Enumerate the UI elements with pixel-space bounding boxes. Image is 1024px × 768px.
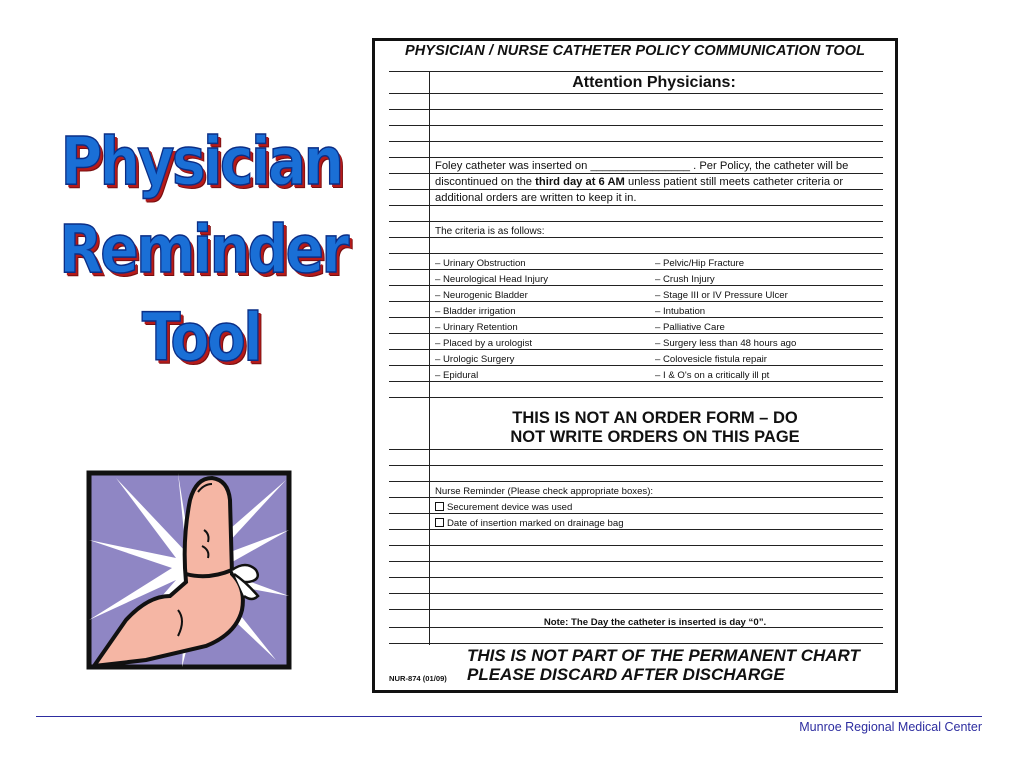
date-insertion-checkbox[interactable]: [435, 518, 444, 527]
securement-checkbox[interactable]: [435, 502, 444, 511]
ruled-line: [389, 529, 883, 530]
day-zero-note: Note: The Day the catheter is inserted is day “0”.: [543, 617, 767, 628]
criteria-right-item: – Stage III or IV Pressure Ulcer: [655, 290, 788, 301]
catheter-policy-form: [372, 38, 898, 693]
criteria-left-item: – Placed by a urologist: [435, 338, 533, 349]
criteria-right-item: – Palliative Care: [655, 322, 725, 333]
ruled-line: [389, 205, 883, 206]
ruled-line: [389, 381, 883, 382]
ruled-line: [389, 513, 883, 514]
nurse-reminder-label: Nurse Reminder (Please check appropriate boxes):: [435, 486, 654, 497]
foley-line-2-post: unless patient still meets catheter criteria or: [624, 176, 844, 188]
slide-title: [36, 118, 366, 382]
form-code: NUR-874 (01/09): [389, 674, 447, 683]
organization-name: Munroe Regional Medical Center: [799, 720, 982, 734]
foley-line-3: additional orders are written to keep it in.: [435, 192, 637, 204]
ruled-line: [389, 253, 883, 254]
criteria-left-item: – Epidural: [435, 370, 479, 381]
not-order-line-1: THIS IS NOT AN ORDER FORM – DO: [512, 409, 798, 427]
ruled-line: [389, 497, 883, 498]
ruled-line: [389, 397, 883, 398]
criteria-right-item: – Intubation: [655, 306, 706, 317]
ruled-line: [389, 237, 883, 238]
ruled-line: [389, 449, 883, 450]
title-line-1: Physician: [60, 123, 342, 200]
foley-line-1: Foley catheter was inserted on ________________ . Per Policy, the catheter will be: [435, 160, 849, 172]
ruled-line: [389, 189, 883, 190]
ruled-line: [389, 285, 883, 286]
ruled-line: [389, 577, 883, 578]
criteria-right-item: – Surgery less than 48 hours ago: [655, 338, 797, 349]
ruled-line: [389, 561, 883, 562]
criteria-left-item: – Urinary Obstruction: [435, 258, 526, 269]
ruled-line: [389, 301, 883, 302]
footer-line-1: THIS IS NOT PART OF THE PERMANENT CHART: [467, 646, 860, 665]
ruled-line: [389, 317, 883, 318]
ruled-line: [389, 93, 883, 94]
permanent-chart-notice: [467, 646, 860, 684]
not-order-form-notice: [435, 409, 875, 447]
ruled-line: [389, 173, 883, 174]
foley-line-2-bold: third day at 6 AM: [535, 176, 625, 188]
criteria-intro: The criteria is as follows:: [435, 226, 545, 237]
foley-line-2-pre: discontinued on the: [435, 176, 536, 188]
ruled-line: [389, 221, 883, 222]
criteria-right-item: – I & O's on a critically ill pt: [655, 370, 770, 381]
ruled-line: [389, 465, 883, 466]
ruled-line: [389, 349, 883, 350]
criteria-right-item: – Pelvic/Hip Fracture: [655, 258, 745, 269]
footer-line-2: PLEASE DISCARD AFTER DISCHARGE: [467, 665, 785, 684]
checkbox-row-date: [435, 518, 624, 529]
ruled-line: [389, 157, 883, 158]
title-line-3: Tool: [141, 299, 261, 376]
ruled-line: [389, 71, 883, 72]
ruled-line: [389, 643, 883, 644]
footer-divider: [36, 716, 982, 717]
criteria-left-item: – Neurogenic Bladder: [435, 290, 528, 301]
ruled-line: [389, 545, 883, 546]
criteria-left-item: – Bladder irrigation: [435, 306, 516, 317]
ruled-line: [389, 365, 883, 366]
ruled-line: [389, 609, 883, 610]
foley-line-2: [435, 176, 843, 188]
finger-with-string-reminder-icon: [86, 470, 292, 670]
checkbox-label: Date of insertion marked on drainage bag: [447, 518, 624, 529]
ruled-line: [389, 125, 883, 126]
form-title: PHYSICIAN / NURSE CATHETER POLICY COMMUNICATION TOOL: [404, 43, 866, 59]
title-line-2: Reminder: [59, 211, 347, 288]
not-order-line-2: NOT WRITE ORDERS ON THIS PAGE: [510, 428, 800, 446]
ruled-line: [389, 481, 883, 482]
criteria-left-item: – Urinary Retention: [435, 322, 518, 333]
ruled-line: [389, 269, 883, 270]
checkbox-label: Securement device was used: [447, 502, 573, 513]
ruled-line: [389, 593, 883, 594]
checkbox-row-securement: [435, 502, 572, 513]
ruled-line: [389, 141, 883, 142]
ruled-line: [389, 333, 883, 334]
ruled-line: [389, 109, 883, 110]
criteria-right-item: – Colovesicle fistula repair: [655, 354, 767, 365]
criteria-right-item: – Crush Injury: [655, 274, 715, 285]
criteria-left-item: – Urologic Surgery: [435, 354, 515, 365]
criteria-left-item: – Neurological Head Injury: [435, 274, 549, 285]
attention-heading: Attention Physicians:: [572, 74, 736, 91]
